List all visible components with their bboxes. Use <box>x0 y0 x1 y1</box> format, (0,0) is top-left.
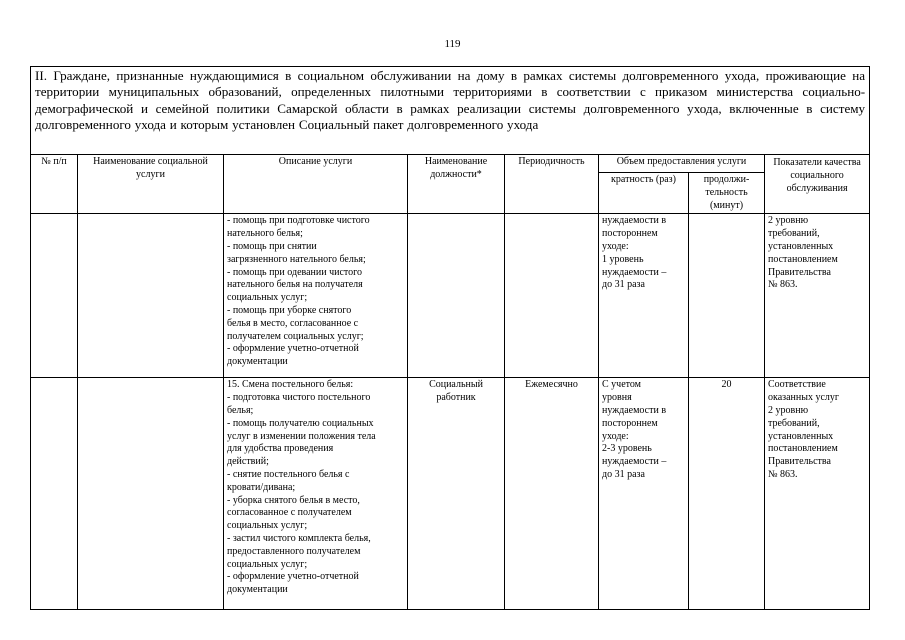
row-description <box>224 378 408 610</box>
cell-line: социальных услуг; <box>227 558 308 570</box>
row-quality <box>765 214 870 378</box>
row-position <box>408 214 505 378</box>
row-description <box>224 214 408 378</box>
row-quality <box>765 378 870 610</box>
table-row <box>31 378 870 610</box>
cell-line: Правительства <box>768 456 831 468</box>
header-quality: Показатели качества социального обслуживания <box>765 155 870 214</box>
cell-line: до 31 раза <box>602 279 645 291</box>
cell-line: № 863. <box>768 468 798 480</box>
cell-line: работник <box>436 392 476 404</box>
cell-line: загрязненного нательного белья; <box>227 253 366 265</box>
cell-line: постороннем <box>602 228 658 240</box>
cell-line: - уборка снятого белья в место, <box>227 494 360 506</box>
cell-line: постановлением <box>768 253 838 265</box>
cell-line: уходе: <box>602 430 629 442</box>
cell-line: социальных услуг; <box>227 520 308 532</box>
cell-line: согласованное с получателем <box>227 507 352 519</box>
cell-line: социальных услуг; <box>227 292 308 304</box>
header-service-name: Наименование социальной услуги <box>78 155 224 214</box>
header-description: Описание услуги <box>224 155 408 214</box>
cell-line: нательного белья на получателя <box>227 279 363 291</box>
cell-line: 15. Смена постельного белья: <box>227 379 354 391</box>
row-num <box>31 214 78 378</box>
cell-line: действий; <box>227 456 269 468</box>
cell-line: нательного белья; <box>227 228 303 240</box>
cell-line: - помощь при уборке снятого <box>227 304 352 316</box>
header-frequency: кратность (раз) <box>599 173 689 214</box>
row-service-name <box>78 378 224 610</box>
row-duration <box>689 214 765 378</box>
header-position: Наименование должности* <box>408 155 505 214</box>
row-num <box>31 378 78 610</box>
cell-line: уходе: <box>602 240 629 252</box>
cell-line: Соответствие <box>768 379 826 391</box>
services-table <box>30 66 870 610</box>
row-frequency <box>599 378 689 610</box>
cell-line: - снятие постельного белья с <box>227 468 350 480</box>
page-number: 119 <box>444 38 461 50</box>
cell-line: - помощь при одевании чистого <box>227 266 363 278</box>
cell-line: нуждаемости в <box>602 404 667 416</box>
cell-line: нуждаемости – <box>602 456 667 468</box>
cell-line: нуждаемости в <box>602 215 667 227</box>
cell-line: предоставленного получателем <box>227 545 361 557</box>
cell-line: - помощь при подготовке чистого <box>227 215 370 227</box>
table-row <box>31 214 870 378</box>
cell-line: - застил чистого комплекта белья, <box>227 532 371 544</box>
cell-line: оказанных услуг <box>768 392 839 404</box>
cell-line: уровня <box>602 392 632 404</box>
header-volume: Объем предоставления услуги <box>599 155 765 173</box>
cell-line: 2-3 уровень <box>602 443 652 455</box>
cell-line: № 863. <box>768 279 798 291</box>
row-periodicity <box>505 214 599 378</box>
row-position <box>408 378 505 610</box>
cell-line: постороннем <box>602 417 658 429</box>
header-duration: продолжи-тельность (минут) <box>689 173 765 214</box>
cell-line: требований, <box>768 417 820 429</box>
cell-line: - помощь получателю социальных <box>227 417 374 429</box>
cell-line: установленных <box>768 430 834 442</box>
cell-line: - оформление учетно-отчетной <box>227 343 359 355</box>
row-service-name <box>78 214 224 378</box>
cell-line: до 31 раза <box>602 468 645 480</box>
cell-line: кровати/дивана; <box>227 481 296 493</box>
cell-line: - подготовка чистого постельного <box>227 392 371 404</box>
cell-line: документации <box>227 356 288 368</box>
row-duration: 20 <box>689 378 765 610</box>
cell-line: - помощь при снятии <box>227 240 317 252</box>
row-periodicity: Ежемесячно <box>505 378 599 610</box>
cell-line: услуг в изменении положения тела <box>227 430 376 442</box>
cell-line: белья в место, согласованное с <box>227 317 359 329</box>
cell-line: требований, <box>768 228 820 240</box>
cell-line: Правительства <box>768 266 831 278</box>
header-num: № п/п <box>31 155 78 214</box>
cell-line: Социальный <box>429 379 483 391</box>
cell-line: установленных <box>768 240 834 252</box>
cell-line: 2 уровню <box>768 215 809 227</box>
cell-line: белья; <box>227 404 254 416</box>
cell-line: получателем социальных услуг; <box>227 330 364 342</box>
row-frequency <box>599 214 689 378</box>
cell-line: 1 уровень <box>602 253 644 265</box>
cell-line: С учетом <box>602 379 642 391</box>
section-title: II. Граждане, признанные нуждающимися в социальном обслуживании на дому в рамках системы долговременного ухода, проживающие на территории муниципальных образований, определенных пилотными территориями в соответствии с приказом министерства социально-демографической и семейной политики Самарской области в рамках реализации системы долговременного ухода, включенные в систему долговременного ухода и которым установлен Социальный пакет долговременного ухода <box>31 67 870 155</box>
header-periodicity: Периодичность <box>505 155 599 214</box>
cell-line: постановлением <box>768 443 838 455</box>
cell-line: нуждаемости – <box>602 266 667 278</box>
cell-line: - оформление учетно-отчетной <box>227 571 359 583</box>
cell-line: для удобства проведения <box>227 443 334 455</box>
cell-line: 2 уровню <box>768 404 809 416</box>
cell-line: документации <box>227 584 288 596</box>
